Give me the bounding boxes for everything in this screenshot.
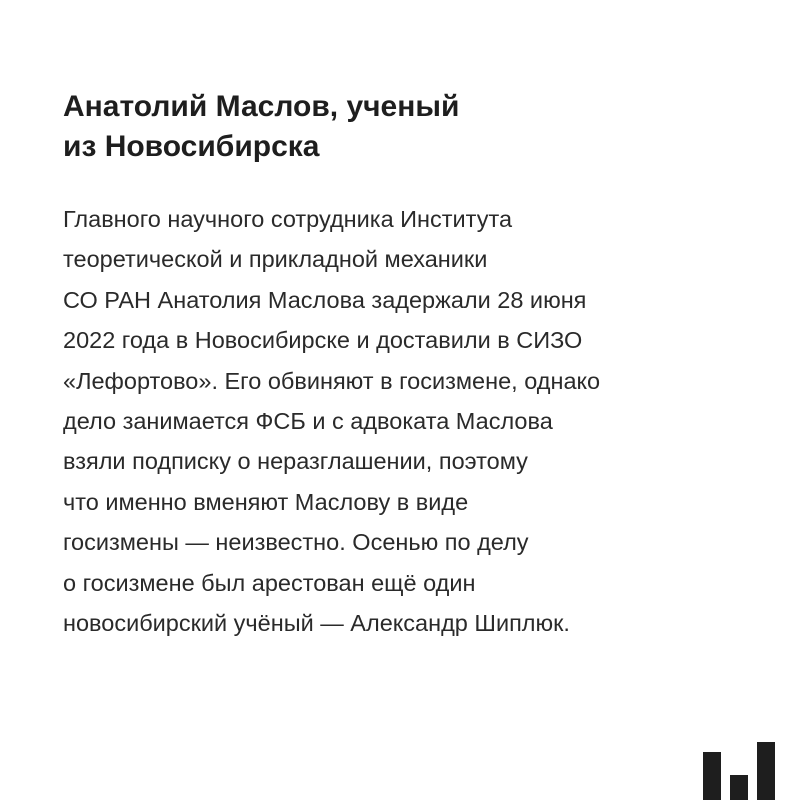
logo-bar: [703, 752, 721, 800]
body-line: о госизмене был арестован ещё один: [63, 569, 476, 596]
body-text: [63, 199, 600, 643]
body-line: «Лефортово». Его обвиняют в госизмене, однако: [63, 367, 601, 394]
headline-line: Анатолий Маслов, ученый: [63, 90, 460, 123]
body-line: новосибирский учёный — Александр Шиплюк.: [63, 610, 570, 637]
body-line: дело занимается ФСБ и с адвоката Маслова: [63, 408, 553, 435]
body-line: теоретической и прикладной механики: [63, 246, 488, 273]
body-line: госизмены — неизвестно. Осенью по делу: [63, 529, 529, 556]
logo-bar: [730, 775, 748, 800]
headline: [63, 87, 459, 167]
body-line: что именно вменяют Маслову в виде: [63, 488, 469, 515]
body-line: СО РАН Анатолия Маслова задержали 28 июня: [63, 286, 587, 313]
body-line: взяли подписку о неразглашении, поэтому: [63, 448, 528, 475]
body-line: Главного научного сотрудника Института: [63, 206, 513, 232]
logo-bar: [757, 742, 775, 800]
bar-chart-logo-icon: [703, 742, 775, 800]
headline-line: из Новосибирска: [63, 130, 320, 163]
body-line: 2022 года в Новосибирске и доставили в СИЗО: [63, 327, 583, 354]
